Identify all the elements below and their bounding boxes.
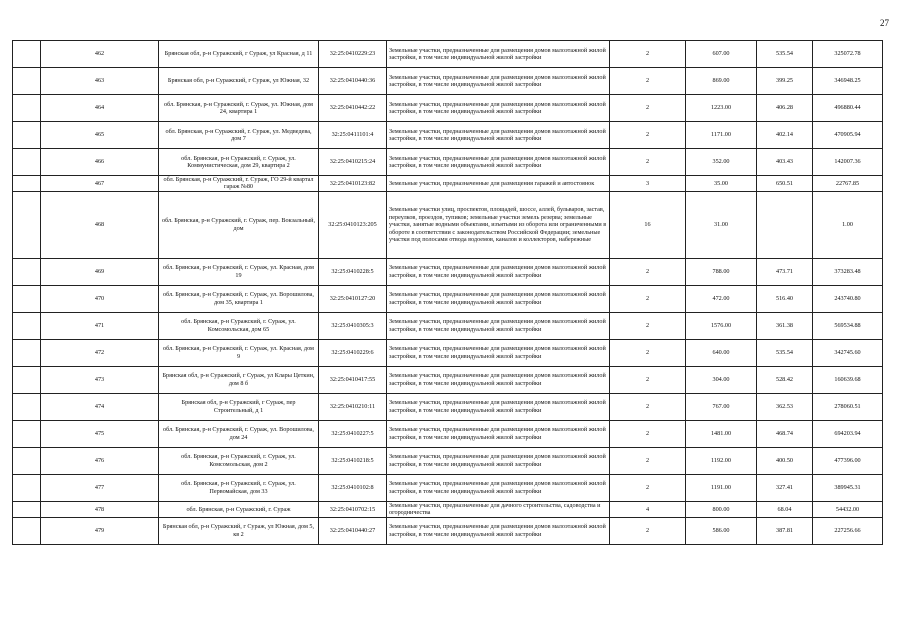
cadastral-number-cell: 32:25:0410210:11 [319, 393, 387, 420]
land-use-cell: Земельные участки, предназначенные для размещения домов малоэтажной жилой застройки, в том числе индивидуальной жилой застройки [387, 366, 610, 393]
cadastral-value-cell: 496880.44 [813, 95, 883, 122]
area-cell: 472.00 [686, 285, 757, 312]
specific-value-cell: 362.53 [757, 393, 813, 420]
cadastral-number-cell: 32:25:0410127:20 [319, 285, 387, 312]
land-use-cell: Земельные участки, предназначенные для размещения домов малоэтажной жилой застройки, в том числе индивидуальной жилой застройки [387, 420, 610, 447]
blank-cell [13, 366, 41, 393]
cadastral-number-cell: 32:25:0410123:205 [319, 191, 387, 258]
specific-value-cell: 473.71 [757, 258, 813, 285]
address-cell: обл. Брянская, р-н Суражский, г. Сураж, ул. Комсомольская, дом 2 [159, 447, 319, 474]
table-row [13, 366, 883, 393]
row-number-cell: 478 [41, 501, 159, 517]
area-cell: 352.00 [686, 149, 757, 176]
cadastral-value-cell: 227256.66 [813, 517, 883, 544]
address-cell: обл. Брянская, р-н Суражский, г. Сураж, ул. Красная, дом 9 [159, 339, 319, 366]
specific-value-cell: 387.81 [757, 517, 813, 544]
blank-cell [13, 501, 41, 517]
blank-cell [13, 68, 41, 95]
use-group-code-cell: 2 [610, 258, 686, 285]
land-use-cell: Земельные участки, предназначенные для размещения домов малоэтажной жилой застройки, в том числе индивидуальной жилой застройки [387, 285, 610, 312]
cadastral-value-cell: 373283.48 [813, 258, 883, 285]
address-cell: обл. Брянская, р-н Суражский, г. Сураж, ул. Ворошилова, дом 24 [159, 420, 319, 447]
blank-cell [13, 176, 41, 192]
cadastral-number-cell: 32:25:0410218:5 [319, 447, 387, 474]
row-number-cell: 468 [41, 191, 159, 258]
specific-value-cell: 327.41 [757, 474, 813, 501]
blank-cell [13, 191, 41, 258]
blank-cell [13, 41, 41, 68]
blank-cell [13, 420, 41, 447]
row-number-cell: 476 [41, 447, 159, 474]
specific-value-cell: 403.43 [757, 149, 813, 176]
specific-value-cell: 402.14 [757, 122, 813, 149]
page-number: 27 [880, 18, 889, 28]
use-group-code-cell: 2 [610, 68, 686, 95]
cadastral-value-cell: 569534.88 [813, 312, 883, 339]
row-number-cell: 464 [41, 95, 159, 122]
table-row [13, 420, 883, 447]
row-number-cell: 475 [41, 420, 159, 447]
area-cell: 800.00 [686, 501, 757, 517]
cadastral-number-cell: 32:25:0410227:5 [319, 420, 387, 447]
address-cell: обл. Брянская, р-н Суражский, г. Сураж, ГО 29-й квартал гараж №80 [159, 176, 319, 192]
blank-cell [13, 339, 41, 366]
table-row [13, 258, 883, 285]
land-use-cell: Земельные участки, предназначенные для размещения домов малоэтажной жилой застройки, в том числе индивидуальной жилой застройки [387, 95, 610, 122]
cadastral-value-cell: 342745.60 [813, 339, 883, 366]
cadastral-number-cell: 32:25:0410102:8 [319, 474, 387, 501]
row-number-cell: 466 [41, 149, 159, 176]
address-cell: Брянская обл, р-н Суражский, г Сураж, ул Южная, 32 [159, 68, 319, 95]
specific-value-cell: 516.40 [757, 285, 813, 312]
cadastral-value-cell: 694203.94 [813, 420, 883, 447]
table-row [13, 339, 883, 366]
cadastral-value-cell: 1.00 [813, 191, 883, 258]
use-group-code-cell: 16 [610, 191, 686, 258]
use-group-code-cell: 2 [610, 393, 686, 420]
use-group-code-cell: 2 [610, 312, 686, 339]
table-row [13, 95, 883, 122]
land-use-cell: Земельные участки, предназначенные для размещения домов малоэтажной жилой застройки, в том числе индивидуальной жилой застройки [387, 474, 610, 501]
specific-value-cell: 535.54 [757, 41, 813, 68]
area-cell: 767.00 [686, 393, 757, 420]
land-use-cell: Земельные участки, предназначенные для размещения домов малоэтажной жилой застройки, в том числе индивидуальной жилой застройки [387, 122, 610, 149]
use-group-code-cell: 2 [610, 149, 686, 176]
area-cell: 35.00 [686, 176, 757, 192]
area-cell: 1481.00 [686, 420, 757, 447]
specific-value-cell: 528.42 [757, 366, 813, 393]
table-row [13, 176, 883, 192]
area-cell: 607.00 [686, 41, 757, 68]
cadastral-number-cell: 32:25:0410702:15 [319, 501, 387, 517]
address-cell: Брянская обл, р-н Суражский, г Сураж, ул Южная, дом 5, кв 2 [159, 517, 319, 544]
blank-cell [13, 95, 41, 122]
row-number-cell: 473 [41, 366, 159, 393]
address-cell: обл. Брянская, р-н Суражский, г. Сураж, пер. Вокзальный, дом [159, 191, 319, 258]
table-row [13, 149, 883, 176]
blank-cell [13, 517, 41, 544]
area-cell: 1192.00 [686, 447, 757, 474]
specific-value-cell: 406.28 [757, 95, 813, 122]
land-use-cell: Земельные участки, предназначенные для размещения домов малоэтажной жилой застройки, в том числе индивидуальной жилой застройки [387, 68, 610, 95]
cadastral-number-cell: 32:25:0410215:24 [319, 149, 387, 176]
blank-cell [13, 149, 41, 176]
land-use-cell: Земельные участки, предназначенные для размещения домов малоэтажной жилой застройки, в том числе индивидуальной жилой застройки [387, 149, 610, 176]
table-row [13, 393, 883, 420]
specific-value-cell: 361.38 [757, 312, 813, 339]
blank-cell [13, 393, 41, 420]
cadastral-number-cell: 32:25:0411101:4 [319, 122, 387, 149]
row-number-cell: 479 [41, 517, 159, 544]
area-cell: 1576.00 [686, 312, 757, 339]
cadastral-value-cell: 54432.00 [813, 501, 883, 517]
area-cell: 640.00 [686, 339, 757, 366]
table-row [13, 191, 883, 258]
area-cell: 1223.00 [686, 95, 757, 122]
specific-value-cell [757, 191, 813, 258]
cadastral-number-cell: 32:25:0410442:22 [319, 95, 387, 122]
use-group-code-cell: 2 [610, 420, 686, 447]
row-number-cell: 469 [41, 258, 159, 285]
area-cell: 788.00 [686, 258, 757, 285]
table-row [13, 122, 883, 149]
address-cell: Брянская обл, р-н Суражский, г Сураж, пер Строительный, д 1 [159, 393, 319, 420]
land-use-cell: Земельные участки, предназначенные для размещения домов малоэтажной жилой застройки, в том числе индивидуальной жилой застройки [387, 312, 610, 339]
table-row [13, 447, 883, 474]
specific-value-cell: 399.25 [757, 68, 813, 95]
address-cell: обл. Брянская, р-н Суражский, г. Сураж, ул. Первомайская, дом 33 [159, 474, 319, 501]
cadastral-value-cell: 346948.25 [813, 68, 883, 95]
cadastral-value-cell: 470905.94 [813, 122, 883, 149]
area-cell: 1171.00 [686, 122, 757, 149]
cadastral-value-cell: 389945.31 [813, 474, 883, 501]
address-cell: обл. Брянская, р-н Суражский, г. Сураж [159, 501, 319, 517]
row-number-cell: 462 [41, 41, 159, 68]
area-cell: 1191.00 [686, 474, 757, 501]
area-cell: 586.00 [686, 517, 757, 544]
land-use-cell: Земельные участки, предназначенные для размещения гаражей и автостоянок [387, 176, 610, 192]
cadastral-number-cell: 32:25:0410417:55 [319, 366, 387, 393]
row-number-cell: 471 [41, 312, 159, 339]
table-row [13, 517, 883, 544]
land-use-cell: Земельные участки, предназначенные для размещения домов малоэтажной жилой застройки, в том числе индивидуальной жилой застройки [387, 517, 610, 544]
address-cell: обл. Брянская, р-н Суражский, г. Сураж, ул. Медведева, дом 7 [159, 122, 319, 149]
blank-cell [13, 258, 41, 285]
cadastral-number-cell: 32:25:0410305:3 [319, 312, 387, 339]
cadastral-value-cell: 22767.85 [813, 176, 883, 192]
cadastral-number-cell: 32:25:0410229:6 [319, 339, 387, 366]
land-use-cell: Земельные участки, предназначенные для размещения домов малоэтажной жилой застройки, в том числе индивидуальной жилой застройки [387, 447, 610, 474]
area-cell: 304.00 [686, 366, 757, 393]
use-group-code-cell: 2 [610, 447, 686, 474]
area-cell: 869.00 [686, 68, 757, 95]
land-use-cell: Земельные участки, предназначенные для размещения домов малоэтажной жилой застройки, в том числе индивидуальной жилой застройки [387, 339, 610, 366]
cadastral-value-cell: 142007.36 [813, 149, 883, 176]
table-row [13, 41, 883, 68]
use-group-code-cell: 2 [610, 474, 686, 501]
address-cell: Брянская обл, р-н Суражский, г Сураж, ул Красная, д 11 [159, 41, 319, 68]
cadastral-value-cell: 325072.78 [813, 41, 883, 68]
blank-cell [13, 312, 41, 339]
address-cell: обл. Брянская, р-н Суражский, г. Сураж, ул. Ворошилова, дом 35, квартира 1 [159, 285, 319, 312]
use-group-code-cell: 2 [610, 339, 686, 366]
specific-value-cell: 468.74 [757, 420, 813, 447]
row-number-cell: 465 [41, 122, 159, 149]
use-group-code-cell: 3 [610, 176, 686, 192]
row-number-cell: 477 [41, 474, 159, 501]
specific-value-cell: 535.54 [757, 339, 813, 366]
land-use-cell: Земельные участки, предназначенные для размещения домов малоэтажной жилой застройки, в том числе индивидуальной жилой застройки [387, 41, 610, 68]
address-cell: обл. Брянская, р-н Суражский, г. Сураж, ул. Коммунистическая, дом 29, квартира 2 [159, 149, 319, 176]
table-row [13, 312, 883, 339]
cadastral-value-cell: 477396.00 [813, 447, 883, 474]
specific-value-cell: 650.51 [757, 176, 813, 192]
use-group-code-cell: 2 [610, 122, 686, 149]
cadastral-number-cell: 32:25:0410440:36 [319, 68, 387, 95]
address-cell: обл. Брянская, р-н Суражский, г. Сураж, ул. Комсомольская, дом 65 [159, 312, 319, 339]
cadastral-value-cell: 278060.51 [813, 393, 883, 420]
row-number-cell: 472 [41, 339, 159, 366]
cadastral-number-cell: 32:25:0410228:5 [319, 258, 387, 285]
address-cell: обл. Брянская, р-н Суражский, г. Сураж, ул. Южная, дом 24, квартира 1 [159, 95, 319, 122]
cadastral-value-cell: 160639.68 [813, 366, 883, 393]
use-group-code-cell: 2 [610, 366, 686, 393]
specific-value-cell: 68.04 [757, 501, 813, 517]
table-body [13, 41, 883, 545]
row-number-cell: 470 [41, 285, 159, 312]
cadastral-number-cell: 32:25:0410123:82 [319, 176, 387, 192]
cadastral-value-cell: 243740.80 [813, 285, 883, 312]
use-group-code-cell: 2 [610, 285, 686, 312]
table-row [13, 285, 883, 312]
use-group-code-cell: 4 [610, 501, 686, 517]
address-cell: Брянская обл, р-н Суражский, г Сураж, ул Клары Цеткин, дом 8 б [159, 366, 319, 393]
land-use-cell: Земельные участки, предназначенные для размещения домов малоэтажной жилой застройки, в том числе индивидуальной жилой застройки [387, 393, 610, 420]
blank-cell [13, 285, 41, 312]
table-row [13, 474, 883, 501]
row-number-cell: 467 [41, 176, 159, 192]
address-cell: обл. Брянская, р-н Суражский, г. Сураж, ул. Красная, дом 19 [159, 258, 319, 285]
table-row [13, 501, 883, 517]
blank-cell [13, 474, 41, 501]
land-use-cell: Земельные участки, предназначенные для дачного строительства, садоводства и огородничества [387, 501, 610, 517]
specific-value-cell: 400.50 [757, 447, 813, 474]
row-number-cell: 463 [41, 68, 159, 95]
blank-cell [13, 447, 41, 474]
blank-cell [13, 122, 41, 149]
land-register-table [12, 40, 883, 545]
cadastral-number-cell: 32:25:0410229:23 [319, 41, 387, 68]
cadastral-number-cell: 32:25:0410440:27 [319, 517, 387, 544]
land-use-cell: Земельные участки, предназначенные для размещения домов малоэтажной жилой застройки, в том числе индивидуальной жилой застройки [387, 258, 610, 285]
area-cell: 31.00 [686, 191, 757, 258]
land-use-cell: Земельные участки улиц, проспектов, площадей, шоссе, аллей, бульваров, застав, переулков, проездов, тупиков; земельные участки земель резерва; земельные участки, занятые водными объектами, изъятыми из оборота или ограниченными в обороте в соответствии с законодательством Российской Федерации; земельные участки под полосами отвода водоемов, каналов и коллекторов, набережные [387, 191, 610, 258]
table-row [13, 68, 883, 95]
use-group-code-cell: 2 [610, 517, 686, 544]
row-number-cell: 474 [41, 393, 159, 420]
use-group-code-cell: 2 [610, 95, 686, 122]
use-group-code-cell: 2 [610, 41, 686, 68]
